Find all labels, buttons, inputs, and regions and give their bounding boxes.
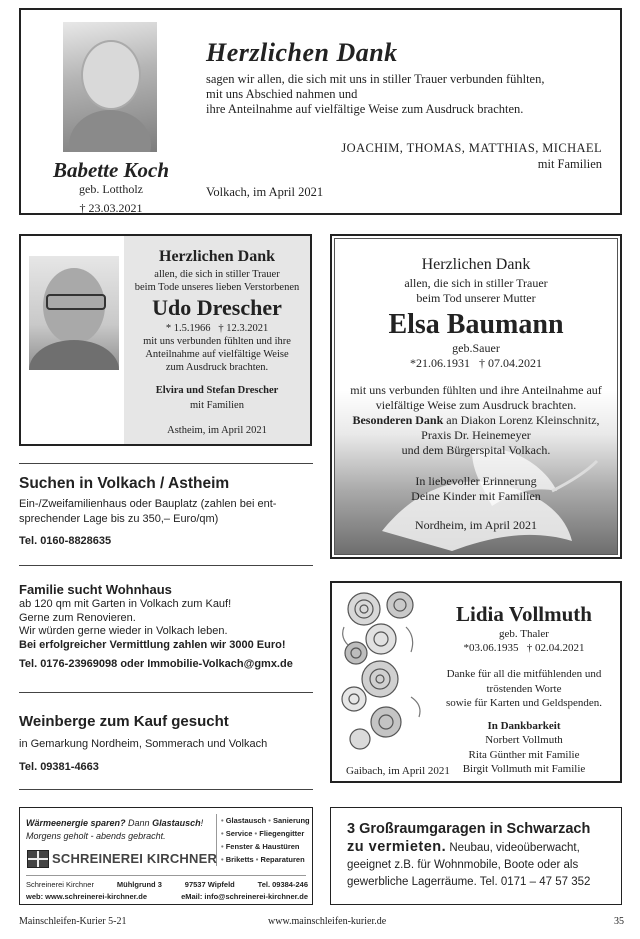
address-city: 97537 Wipfeld <box>184 880 235 889</box>
ad-text: Ein-/Zweifamilienhaus oder Bauplatz (zahlen bei ent- <box>19 498 277 510</box>
obituary-koch <box>19 8 622 215</box>
thanks-text: Anteilnahme auf vielfältige Weise <box>145 349 289 360</box>
deceased-name: Lidia Vollmuth <box>456 602 592 626</box>
slogan-line: Morgens geholt - abends gebracht. <box>26 831 166 841</box>
thanks-text: Danke für all die mitfühlenden und <box>446 668 602 680</box>
ad-text: Neubau, videoüberwacht, <box>446 842 580 854</box>
footer-website[interactable]: www.mainschleifen-kurier.de <box>268 916 387 927</box>
obituary-drescher <box>19 234 312 446</box>
ad-bold-text: Bei erfolgreicher Vermittlung zahlen wir 3000 Euro! <box>19 638 286 651</box>
thanks-title: Herzlichen Dank <box>206 38 398 67</box>
thanks-text: mit uns verbunden fühlten und ihre Anteilnahme auf <box>350 383 602 397</box>
ad-phone: Tel. 0160-8828635 <box>19 535 112 547</box>
slogan-text: Dann <box>125 818 153 828</box>
death-date: † 23.03.2021 <box>79 201 143 215</box>
born-name: geb.Sauer <box>452 341 500 355</box>
life-dates: *03.06.1935 † 02.04.2021 <box>463 642 585 654</box>
signer: Norbert Vollmuth <box>485 734 563 746</box>
ad-heading: zu vermieten. <box>347 839 447 855</box>
place-date: Gaibach, im April 2021 <box>346 765 450 777</box>
portrait-photo <box>63 22 157 152</box>
thanks-text: tröstenden Worte <box>486 682 562 695</box>
thanks-text: ihre Anteilnahme auf vielfältige Weise zum Ausdruck brachten. <box>206 102 524 116</box>
place-date: Volkach, im April 2021 <box>206 185 324 199</box>
life-dates: *21.06.1931 † 07.04.2021 <box>410 356 542 370</box>
thanks-text: mit uns Abschied nahmen und <box>206 87 358 101</box>
signer: Rita Günther mit Familie <box>468 748 580 761</box>
address-name: Schreinerei Kirchner <box>26 880 94 889</box>
footer-publication: Mainschleifen-Kurier 5-21 <box>19 916 127 927</box>
flower-border-image <box>336 587 436 757</box>
service-item: Briketts <box>225 855 254 864</box>
intro-line: allen, die sich in stiller Trauer <box>404 276 548 290</box>
ad-schreinerei: Wärmeenergie sparen? Dann Glastausch! Morgens geholt - abends gebracht. • Glastausch • Sanierung • Service • Fliegengitter • Fenster & Haustüren • Briketts • Reparaturen SCHREINEREI KIRCHNER Schreinerei Kirchner Mühlgrund 3 97537 Wipfeld Tel. 09384-246 web: www.schreinerei-kirchner.de eMail: info@schreinerei-kirchner.de <box>19 807 313 905</box>
families: mit Familien <box>537 157 602 171</box>
thanks-title: Herzlichen Dank <box>421 256 531 273</box>
deceased-name: Elsa Baumann <box>388 309 564 340</box>
slogan-bold: Wärmeenergie sparen? <box>26 818 126 828</box>
service-item: Sanierung <box>272 816 310 825</box>
intro-line: beim Tode unseres lieben Verstorbenen <box>134 282 300 293</box>
portrait-photo <box>29 256 119 370</box>
service-item: Fenster & Haustüren <box>225 842 300 851</box>
address-phone: Tel. 09384-246 <box>257 880 308 889</box>
ad-heading: Familie sucht Wohnhaus <box>19 582 172 597</box>
ad-family-house <box>19 581 319 671</box>
ad-garage <box>330 807 622 905</box>
ad-search-house <box>19 474 313 549</box>
special-thanks-label: Besonderen Dank <box>352 413 444 427</box>
window-logo-icon <box>27 850 49 868</box>
page-number: 35 <box>614 916 624 927</box>
deceased-name: Udo Drescher <box>152 295 282 320</box>
ad-text: geeignet z.B. für Wohnmobile, Boote oder als <box>347 859 579 871</box>
families: mit Familien <box>190 400 244 411</box>
signers: Elvira und Stefan Drescher <box>155 385 279 396</box>
address-street: Mühlgrund 3 <box>116 880 162 889</box>
thanks-text: sagen wir allen, die sich mit uns in stiller Trauer verbunden fühlten, <box>206 72 545 86</box>
signer: Birgit Vollmuth mit Familie <box>462 763 586 775</box>
thanks-text: sowie für Karten und Geldspenden. <box>445 697 603 709</box>
special-thanks-line: Praxis Dr. Heinemeyer <box>421 428 531 442</box>
ad-contact: Tel. 0176-23969098 oder Immobilie-Volkach@gmx.de <box>19 658 293 670</box>
service-item: Reparaturen <box>260 855 305 864</box>
born-name: geb. Thaler <box>499 628 549 640</box>
special-thanks-text: an Diakon Lorenz Kleinschnitz, <box>443 413 600 427</box>
obituary-vollmuth <box>330 581 622 783</box>
ad-text: ab 120 qm mit Garten in Volkach zum Kauf! <box>19 598 232 610</box>
service-item: Fliegengitter <box>259 829 305 838</box>
web-link[interactable]: web: www.schreinerei-kirchner.de <box>26 892 148 901</box>
memory-line: In liebevoller Erinnerung <box>415 474 537 488</box>
born-name: geb. Lottholz <box>79 182 143 196</box>
ad-text: Wir würden gerne wieder in Volkach leben. <box>19 625 228 637</box>
special-thanks-line: und dem Bürgerspital Volkach. <box>401 443 551 457</box>
brand-name: SCHREINEREI KIRCHNER <box>52 851 218 866</box>
obituary-baumann <box>330 234 622 559</box>
gratitude-label: In Dankbarkeit <box>487 719 561 732</box>
deceased-name: Babette Koch <box>52 158 170 182</box>
service-item: Glastausch <box>225 816 267 825</box>
intro-line: beim Tod unserer Mutter <box>416 291 536 305</box>
service-item: Service <box>225 829 253 838</box>
thanks-text: mit uns verbunden fühlten und ihre <box>143 336 291 347</box>
ad-phone: Tel. 09381-4663 <box>19 761 99 773</box>
ad-heading: 3 Großraumgaragen in Schwarzach <box>347 821 591 837</box>
ad-heading: Weinberge zum Kauf gesucht <box>19 713 229 730</box>
ad-vineyard <box>19 712 313 775</box>
thanks-text: vielfältige Weise zum Ausdruck brachten. <box>375 398 577 412</box>
signers: JOACHIM, THOMAS, MATTHIAS, MICHAEL <box>341 141 602 155</box>
memory-line: Deine Kinder mit Familien <box>411 489 541 503</box>
ad-text: Gerne zum Renovieren. <box>19 611 136 624</box>
slogan-text: ! <box>200 818 204 828</box>
ad-heading: Suchen in Volkach / Astheim <box>19 475 230 492</box>
email-link[interactable]: eMail: info@schreinerei-kirchner.de <box>181 892 308 901</box>
life-dates: * 1.5.1966 † 12.3.2021 <box>165 323 269 334</box>
thanks-title: Herzlichen Dank <box>159 248 275 265</box>
ad-text: sprechender Lage bis zu 350,– Euro/qm) <box>19 513 219 525</box>
ad-text: gewerbliche Lagerräume. Tel. 0171 – 47 57 352 <box>347 876 591 888</box>
intro-line: allen, die sich in stiller Trauer <box>154 269 280 280</box>
place-date: Astheim, im April 2021 <box>167 425 267 436</box>
thanks-text: zum Ausdruck brachten. <box>165 362 269 373</box>
slogan-bold: Glastausch <box>152 818 201 828</box>
place-date: Nordheim, im April 2021 <box>415 518 537 532</box>
ad-text: in Gemarkung Nordheim, Sommerach und Volkach <box>19 738 268 750</box>
